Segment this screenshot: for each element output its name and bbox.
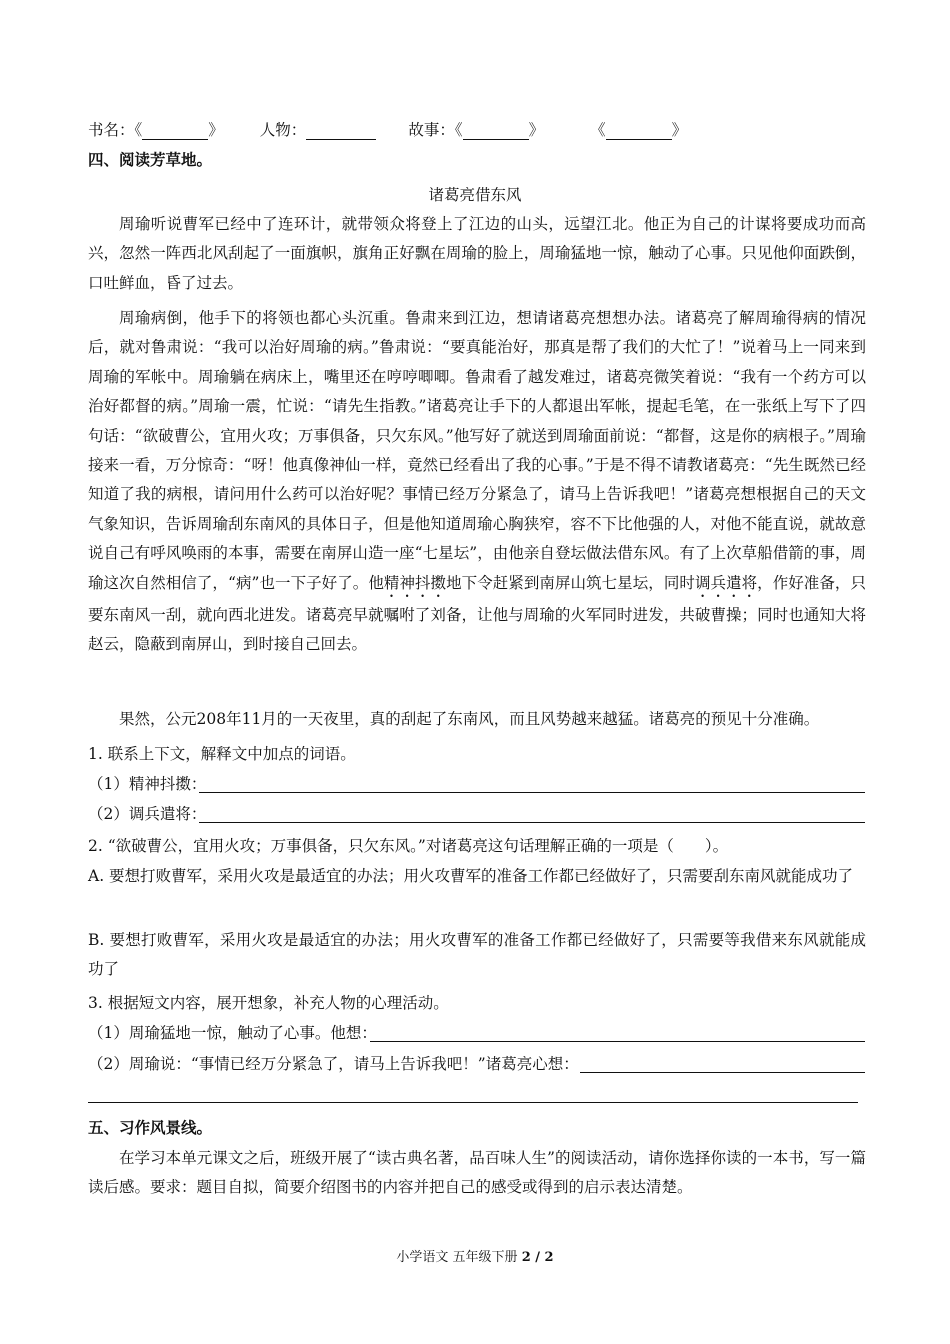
answer-line-1-2[interactable] bbox=[199, 822, 865, 823]
story-paragraph-1: 周瑜听说曹军已经中了连环计，就带领众将登上了江边的山头，远望江北。他正为自己的计谋将要成功而高兴，忽然一阵西北风刮起了一面旗帜，旗角正好飘在周瑜的脸上，周瑜猛地一惊，触动了心事。只见他仰面跌倒，口吐鲜血，昏了过去。 bbox=[88, 215, 866, 292]
book-label: 书名： bbox=[88, 121, 135, 139]
page-footer: 小学语文 五年级下册 2 / 2 bbox=[396, 1250, 554, 1265]
question-3-item-2: （2）周瑜说：“事情已经万分紧急了，请马上告诉我吧！”诸葛亮心想： bbox=[88, 1055, 579, 1073]
book-info-line: 书名：《 》 人物： 故事：《 》 《 》 bbox=[88, 121, 688, 139]
question-2-prompt: 2. “欲破曹公，宜用火攻；万事俱备，只欠东风。”对诸葛亮这句话理解正确的一项是（ ）。 bbox=[88, 837, 729, 855]
story-paragraph-2: 周瑜病倒，他手下的将领也都心头沉重。鲁肃来到江边，想请诸葛亮想想办法。诸葛亮了解周瑜得病的情况后，就对鲁肃说：“我可以治好周瑜的病。”鲁肃说：“要真能治好，那真是帮了我们的大忙了！”说着马上一同来到周瑜的军帐中。周瑜躺在病床上，嘴里还在哼哼唧唧。鲁肃看了越发难过，诸葛亮微笑着说：“我有一个药方可以治好都督的病。”周瑜一震，忙说：“请先生指教。”诸葛亮让手下的人都退出军帐，提起毛笔，在一张纸上写下了四句话：“欲破曹公，宜用火攻；万事俱备，只欠东风。”他写好了就送到周瑜面前说：“都督，这是你的病根子。”周瑜接来一看，万分惊奇：“呀！他真像神仙一样，竟然已经看出了我的心事。”于是不得不请教诸葛亮：“先生既然已经知道了我的病根，请问用什么药可以治好呢？事情已经万分紧急了，请马上告诉我吧！”诸葛亮想根据自己的天文气象知识，告诉周瑜刮东南风的具体日子，但是他知道周瑜心胸狭窄，容不下比他强的人，对他不能直说，就故意说自己有呼风唤雨的本事，需要在南屏山造一座“七星坛”，由他亲自登坛做法借东风。有了上次草船借箭的事，周瑜这次自然相信了，“病”也一下子好了。他精神抖擞地下令赶紧到南屏山筑七星坛，同时调兵遣将，作好准备，只要东南风一刮，就向西北进发。诸葛亮早就嘱咐了刘备，让他与周瑜的火军同时进发，共破曹操；同时也通知大将赵云，隐蔽到南屏山，到时接自己回去。 bbox=[88, 309, 866, 654]
story-label: 故事： bbox=[408, 121, 455, 139]
section-5-heading: 五、习作风景线。 bbox=[88, 1119, 213, 1137]
answer-line-3-2[interactable] bbox=[580, 1072, 865, 1073]
book-blank[interactable] bbox=[142, 123, 208, 140]
section-4-heading: 四、阅读芳草地。 bbox=[88, 151, 213, 169]
question-1-item-2: （2）调兵遣将： bbox=[88, 805, 207, 823]
answer-line-1-1[interactable] bbox=[199, 792, 865, 793]
question-2-option-b[interactable]: B. 要想打败曹军，采用火攻是最适宜的办法；用火攻曹军的准备工作都已经做好了，只需要等我借来东风就能成功了 bbox=[88, 931, 866, 979]
story-paragraph-3: 果然，公元208年11月的一天夜里，真的刮起了东南风，而且风势越来越猛。诸葛亮的预见十分准确。 bbox=[119, 710, 820, 728]
story-title: 诸葛亮借东风 bbox=[428, 186, 522, 204]
page-number: 2 / 2 bbox=[521, 1250, 554, 1265]
answer-line-3-1[interactable] bbox=[370, 1041, 865, 1042]
dotted-word-jingshen: 精神抖擞 bbox=[383, 573, 447, 592]
person-blank[interactable] bbox=[306, 123, 376, 140]
question-1-item-1: （1）精神抖擞： bbox=[88, 775, 207, 793]
story-blank-1[interactable] bbox=[463, 123, 529, 140]
answer-line-3-3[interactable] bbox=[88, 1102, 858, 1103]
person-label: 人物： bbox=[259, 121, 307, 139]
dotted-word-diaobing: 调兵遣将 bbox=[694, 573, 758, 592]
question-3-item-1: （1）周瑜猛地一惊，触动了心事。他想： bbox=[88, 1024, 377, 1042]
story-blank-2[interactable] bbox=[606, 123, 672, 140]
question-1-prompt: 1. 联系上下文，解释文中加点的词语。 bbox=[88, 745, 356, 763]
writing-task-paragraph: 在学习本单元课文之后，班级开展了“读古典名著，品百味人生”的阅读活动，请你选择你读的一本书，写一篇读后感。要求：题目自拟，简要介绍图书的内容并把自己的感受或得到的启示表达清楚。 bbox=[88, 1149, 866, 1197]
question-3-prompt: 3. 根据短文内容，展开想象，补充人物的心理活动。 bbox=[88, 994, 449, 1012]
question-2-option-a[interactable]: A. 要想打败曹军，采用火攻是最适宜的办法；用火攻曹军的准备工作都已经做好了，只需要刮东南风就能成功了 bbox=[88, 867, 854, 885]
